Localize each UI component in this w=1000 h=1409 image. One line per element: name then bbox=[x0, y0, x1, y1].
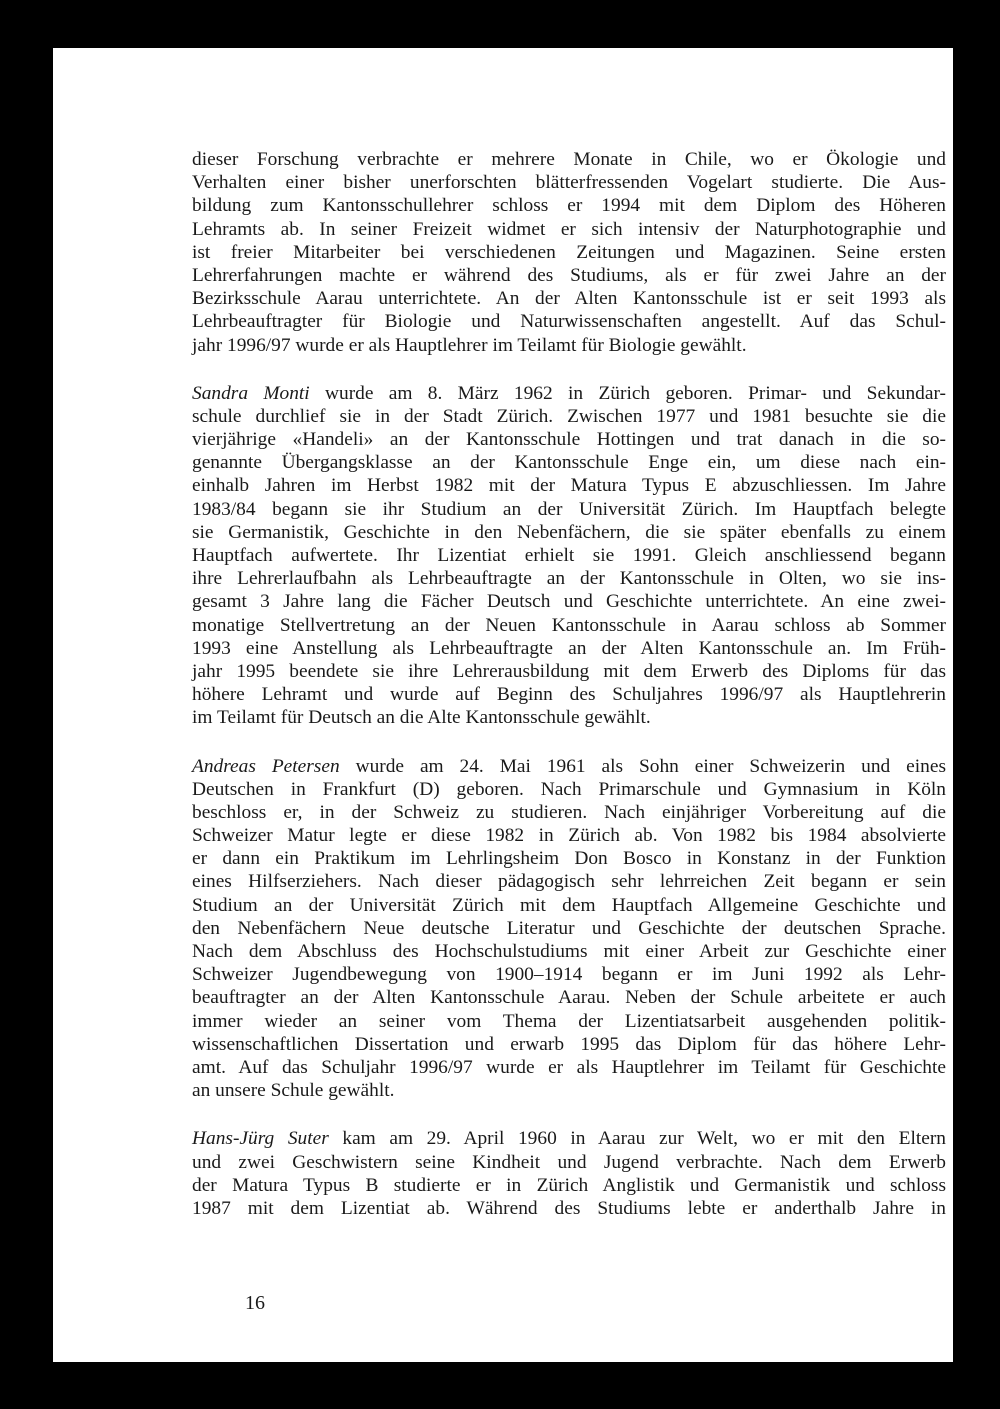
text-line: Deutschen in Frankfurt (D) geboren. Nach Primarschule und Gymnasium in Köln bbox=[192, 778, 946, 800]
text-line: jahr 1995 beendete sie ihre Lehrerausbildung mit dem Erwerb des Diploms für das bbox=[192, 660, 946, 682]
text-line: gesamt 3 Jahre lang die Fächer Deutsch und Geschichte unterrichtete. An eine zwei- bbox=[192, 591, 946, 613]
paragraph-sandra-monti bbox=[192, 382, 946, 730]
text-line: Schweizer Matur legte er diese 1982 in Zürich ab. Von 1982 bis 1984 absolvierte bbox=[192, 825, 946, 847]
text-line bbox=[192, 1127, 946, 1150]
text-line: einhalb Jahren im Herbst 1982 mit der Matura Typus E abzuschliessen. Im Jahre bbox=[192, 475, 946, 497]
text-line: Verhalten einer bisher unerforschten blätterfressenden Vogelart studierte. Die Aus- bbox=[192, 172, 946, 194]
text-line: 1983/84 begann sie ihr Studium an der Universität Zürich. Im Hauptfach belegte bbox=[192, 498, 946, 520]
text-fragment: wurde am 8. März 1962 in Zürich geboren. Primar- und Sekundar- bbox=[309, 382, 946, 404]
text-line: schule durchlief sie in der Stadt Zürich. Zwischen 1977 und 1981 besuchte sie die bbox=[192, 405, 946, 427]
paragraph-andreas-petersen bbox=[192, 755, 946, 1103]
text-line: dieser Forschung verbrachte er mehrere Monate in Chile, wo er Ökologie und bbox=[192, 149, 946, 170]
text-line: beauftragter an der Alten Kantonsschule Aarau. Neben der Schule arbeitete er auch bbox=[192, 987, 946, 1009]
text-line: ist freier Mitarbeiter bei verschiedenen Zeitungen und Magazinen. Seine ersten bbox=[192, 241, 946, 263]
text-line: höhere Lehramt und wurde auf Beginn des Schuljahres 1996/97 als Hauptlehrerin bbox=[192, 684, 946, 706]
text-line: Lehramts ab. In seiner Freizeit widmet er sich intensiv der Naturphotographie und bbox=[192, 218, 946, 240]
person-name: Sandra Monti bbox=[192, 382, 310, 404]
text-line: Lehrerfahrungen machte er während des Studiums, als er für zwei Jahre an der bbox=[192, 264, 946, 286]
document-page bbox=[53, 48, 953, 1362]
text-line: Hauptfach aufwertete. Ihr Lizentiat erhielt sie 1991. Gleich anschliessend begann bbox=[192, 545, 946, 566]
text-line: im Teilamt für Deutsch an die Alte Kantonsschule gewählt. bbox=[192, 707, 651, 729]
text-line: beschloss er, in der Schweiz zu studieren. Nach einjähriger Vorbereitung auf die bbox=[192, 801, 946, 823]
text-line: Schweizer Jugendbewegung von 1900–1914 begann er im Juni 1992 als Lehr- bbox=[192, 964, 946, 986]
text-line: bildung zum Kantonsschullehrer schloss er 1994 mit dem Diplom des Höheren bbox=[192, 195, 946, 217]
text-line: monatige Stellvertretung an der Neuen Kantonsschule in Aarau schloss ab Sommer bbox=[192, 614, 946, 636]
text-line: der Matura Typus B studierte er in Zürich Anglistik und Germanistik und schloss bbox=[192, 1174, 946, 1196]
text-line: genannte Übergangsklasse an der Kantonsschule Enge ein, um diese nach ein- bbox=[192, 452, 946, 474]
paragraph-hans-juerg-suter bbox=[192, 1127, 946, 1220]
text-line: und zwei Geschwistern seine Kindheit und Jugend verbrachte. Nach dem Erwerb bbox=[192, 1151, 946, 1173]
text-line: vierjährige «Handeli» an der Kantonsschule Hottingen und trat danach in die so- bbox=[192, 429, 946, 451]
page-number: 16 bbox=[245, 1292, 265, 1314]
text-line: er dann ein Praktikum im Lehrlingsheim Don Bosco in Konstanz in der Funktion bbox=[192, 848, 946, 870]
text-line bbox=[192, 755, 946, 778]
text-line: immer wieder an seiner vom Thema der Lizentiatsarbeit ausgehenden politik- bbox=[192, 1010, 946, 1032]
text-line: an unsere Schule gewählt. bbox=[192, 1080, 395, 1102]
text-line: Bezirksschule Aarau unterrichtete. An der Alten Kantonsschule ist er seit 1993 als bbox=[192, 288, 946, 310]
text-line: den Nebenfächern Neue deutsche Literatur und Geschichte der deutschen Sprache. bbox=[192, 917, 946, 939]
text-line: amt. Auf das Schuljahr 1996/97 wurde er als Hauptlehrer im Teilamt für Geschichte bbox=[192, 1056, 946, 1078]
text-line: jahr 1996/97 wurde er als Hauptlehrer im Teilamt für Biologie gewählt. bbox=[192, 334, 747, 356]
text-line: Studium an der Universität Zürich mit dem Hauptfach Allgemeine Geschichte und bbox=[192, 894, 946, 916]
text-fragment: kam am 29. April 1960 in Aarau zur Welt, wo er mit den Eltern bbox=[328, 1128, 946, 1150]
text-line: eines Hilfserziehers. Nach dieser pädagogisch sehr lehrreichen Zeit begann er sein bbox=[192, 871, 946, 893]
text-line: Nach dem Abschluss des Hochschulstudiums mit einer Arbeit zur Geschichte einer bbox=[192, 941, 946, 962]
text-line: sie Germanistik, Geschichte in den Nebenfächern, die sie später ebenfalls zu einem bbox=[192, 521, 946, 543]
text-line: 1993 eine Anstellung als Lehrbeauftragte an der Alten Kantonsschule an. Im Früh- bbox=[192, 637, 946, 659]
text-fragment: wurde am 24. Mai 1961 als Sohn einer Schweizerin und eines bbox=[339, 755, 946, 777]
text-line: Lehrbeauftragter für Biologie und Naturwissenschaften angestellt. Auf das Schul- bbox=[192, 311, 946, 333]
page-text bbox=[192, 148, 946, 1245]
person-name: Hans-Jürg Suter bbox=[192, 1128, 329, 1150]
text-line: wissenschaftlichen Dissertation und erwarb 1995 das Diplom für das höhere Lehr- bbox=[192, 1033, 946, 1055]
text-line bbox=[192, 382, 946, 405]
text-line: 1987 mit dem Lizentiat ab. Während des Studiums lebte er anderthalb Jahre in bbox=[192, 1197, 946, 1219]
person-name: Andreas Petersen bbox=[192, 755, 340, 777]
paragraph-1 bbox=[192, 148, 946, 357]
text-line: ihre Lehrerlaufbahn als Lehrbeauftragte an der Kantonsschule in Olten, wo sie ins- bbox=[192, 568, 946, 590]
